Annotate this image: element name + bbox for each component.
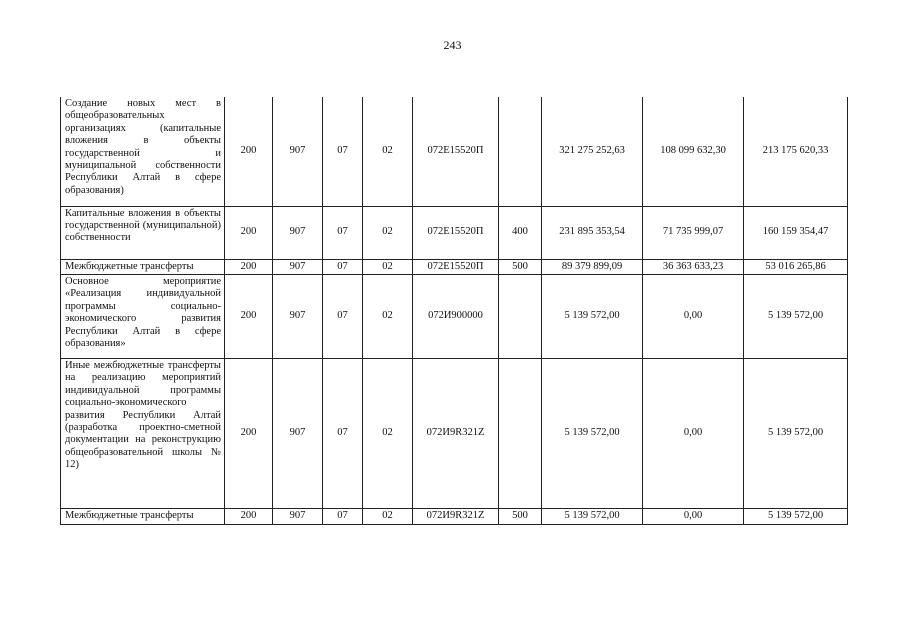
cell-amount-1: 5 139 572,00 <box>542 508 643 524</box>
cell-amount-3: 53 016 265,86 <box>744 259 848 274</box>
cell-amount-1: 5 139 572,00 <box>542 358 643 508</box>
cell-target: 072E15520П <box>413 206 499 259</box>
cell-amount-1: 5 139 572,00 <box>542 274 643 358</box>
cell-subsection: 02 <box>363 259 413 274</box>
cell-ministry: 907 <box>273 508 323 524</box>
row-name: Межбюджетные трансферты <box>61 259 225 274</box>
page-number: 243 <box>443 38 462 52</box>
row-name: Капитальные вложения в объекты государственной (муниципальной) собственности <box>61 206 225 259</box>
cell-code: 200 <box>225 206 273 259</box>
budget-table <box>60 97 848 525</box>
cell-code: 200 <box>225 358 273 508</box>
cell-target: 072И9R321Z <box>413 358 499 508</box>
table-row <box>61 97 848 206</box>
cell-section: 07 <box>323 259 363 274</box>
cell-amount-1: 89 379 899,09 <box>542 259 643 274</box>
cell-target: 072И9R321Z <box>413 508 499 524</box>
cell-expense-type: 400 <box>499 206 542 259</box>
cell-section: 07 <box>323 97 363 206</box>
cell-ministry: 907 <box>273 97 323 206</box>
cell-subsection: 02 <box>363 274 413 358</box>
cell-amount-3: 160 159 354,47 <box>744 206 848 259</box>
row-name: Межбюджетные трансферты <box>61 508 225 524</box>
cell-target: 072E15520П <box>413 97 499 206</box>
cell-code: 200 <box>225 274 273 358</box>
cell-section: 07 <box>323 206 363 259</box>
row-name: Создание новых мест в общеобразовательных организациях (капитальные вложения в объекты государственной и муниципальной собственности Республики Алтай в сфере образования) <box>61 97 225 206</box>
cell-amount-1: 231 895 353,54 <box>542 206 643 259</box>
table-row <box>61 508 848 524</box>
table-row <box>61 274 848 358</box>
cell-subsection: 02 <box>363 358 413 508</box>
cell-ministry: 907 <box>273 206 323 259</box>
row-name: Основное мероприятие «Реализация индивидуальной программы социально-экономического развития Республики Алтай в сфере образования» <box>61 274 225 358</box>
cell-amount-2: 108 099 632,30 <box>643 97 744 206</box>
cell-amount-3: 5 139 572,00 <box>744 358 848 508</box>
cell-expense-type <box>499 358 542 508</box>
cell-subsection: 02 <box>363 206 413 259</box>
cell-target: 072E15520П <box>413 259 499 274</box>
cell-code: 200 <box>225 259 273 274</box>
cell-section: 07 <box>323 358 363 508</box>
cell-amount-2: 0,00 <box>643 358 744 508</box>
cell-section: 07 <box>323 274 363 358</box>
row-name: Иные межбюджетные трансферты на реализацию мероприятий индивидуальной программы социально-экономического развития Республики Алтай (разработка проектно-сметной документации на реконструкцию общеобразовательной школы № 12) <box>61 358 225 508</box>
cell-code: 200 <box>225 508 273 524</box>
cell-ministry: 907 <box>273 259 323 274</box>
cell-code: 200 <box>225 97 273 206</box>
cell-amount-3: 213 175 620,33 <box>744 97 848 206</box>
table-row <box>61 358 848 508</box>
cell-ministry: 907 <box>273 358 323 508</box>
cell-amount-3: 5 139 572,00 <box>744 508 848 524</box>
cell-expense-type <box>499 97 542 206</box>
cell-expense-type: 500 <box>499 508 542 524</box>
cell-amount-3: 5 139 572,00 <box>744 274 848 358</box>
cell-target: 072И900000 <box>413 274 499 358</box>
cell-expense-type: 500 <box>499 259 542 274</box>
cell-amount-2: 0,00 <box>643 508 744 524</box>
cell-section: 07 <box>323 508 363 524</box>
cell-ministry: 907 <box>273 274 323 358</box>
cell-subsection: 02 <box>363 97 413 206</box>
cell-expense-type <box>499 274 542 358</box>
table-row <box>61 259 848 274</box>
cell-amount-2: 71 735 999,07 <box>643 206 744 259</box>
table-row <box>61 206 848 259</box>
cell-amount-2: 0,00 <box>643 274 744 358</box>
cell-amount-1: 321 275 252,63 <box>542 97 643 206</box>
cell-amount-2: 36 363 633,23 <box>643 259 744 274</box>
cell-subsection: 02 <box>363 508 413 524</box>
